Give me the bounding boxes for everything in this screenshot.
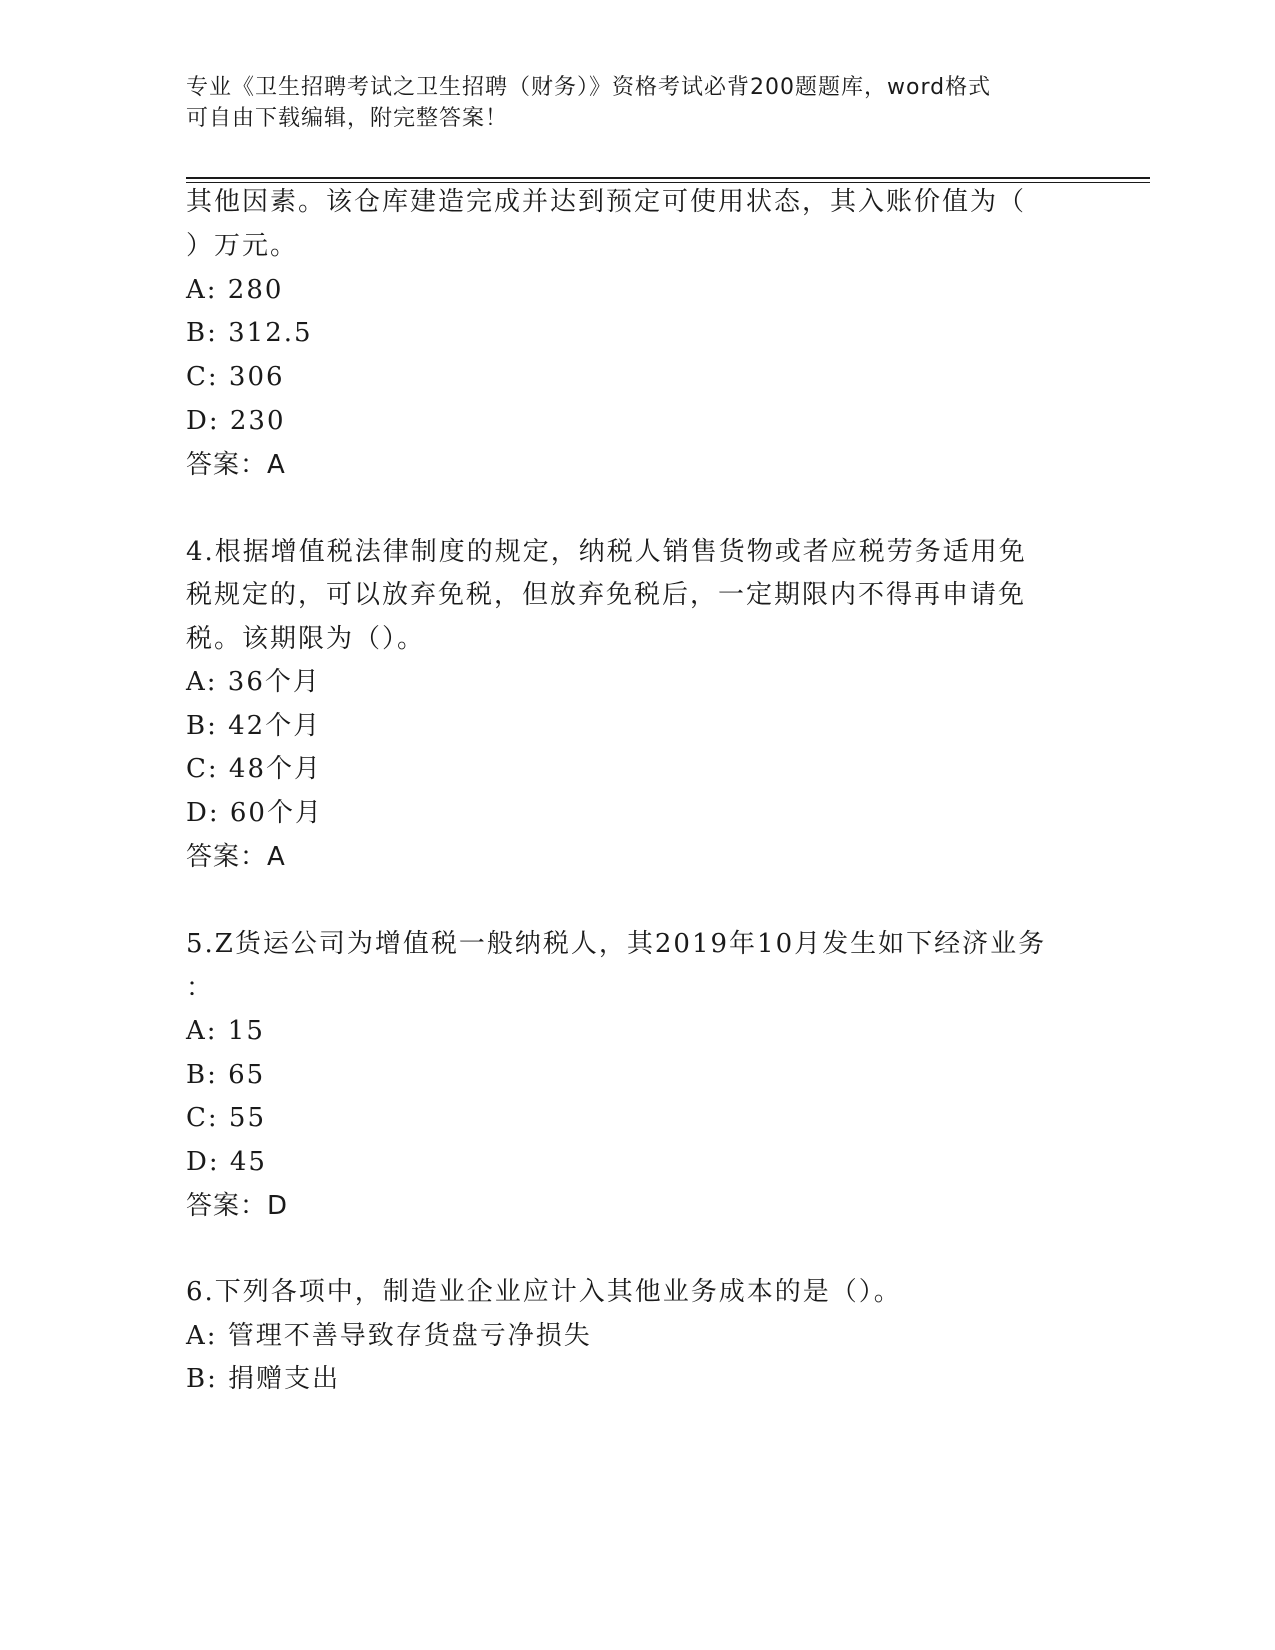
q5-option-b: B: 65 xyxy=(186,1060,266,1090)
q5-option-d: D: 45 xyxy=(186,1147,267,1177)
q4-stem-line-1: 4.根据增值税法律制度的规定，纳税人销售货物或者应税劳务适用免 xyxy=(186,537,1027,567)
q6-option-b: B: 捐赠支出 xyxy=(186,1364,341,1394)
header-divider-thin xyxy=(186,182,1150,183)
q5-answer: 答案：D xyxy=(186,1191,289,1221)
q5-stem-line-1: 5.Z货运公司为增值税一般纳税人，其2019年10月发生如下经济业务 xyxy=(186,929,1047,959)
q3-option-a: A: 280 xyxy=(186,275,284,305)
document-header xyxy=(186,72,1066,134)
q5-stem-line-2: ： xyxy=(186,973,215,1003)
q3-option-b: B: 312.5 xyxy=(186,318,313,348)
q3-stem-line-2: ）万元。 xyxy=(186,231,299,261)
q3-stem-line-1: 其他因素。该仓库建造完成并达到预定可使用状态，其入账价值为（ xyxy=(186,187,1027,217)
q3-option-c: C: 306 xyxy=(186,362,285,392)
q5-option-a: A: 15 xyxy=(186,1016,265,1046)
header-title-line-1: 专业《卫生招聘考试之卫生招聘（财务）》资格考试必背200题题库，word格式 xyxy=(186,75,992,100)
q6-stem-line-1: 6.下列各项中，制造业企业应计入其他业务成本的是（）。 xyxy=(186,1277,902,1307)
q4-stem-line-2: 税规定的，可以放弃免税，但放弃免税后，一定期限内不得再申请免 xyxy=(186,580,1027,610)
header-divider-thick xyxy=(186,177,1150,179)
q4-stem-line-3: 税。该期限为（）。 xyxy=(186,624,426,654)
q6-option-a: A: 管理不善导致存货盘亏净损失 xyxy=(186,1321,592,1351)
q4-option-a: A: 36个月 xyxy=(186,667,321,697)
q4-option-c: C: 48个月 xyxy=(186,754,323,784)
q3-option-d: D: 230 xyxy=(186,406,286,436)
q4-option-d: D: 60个月 xyxy=(186,798,323,828)
q4-answer: 答案：A xyxy=(186,842,286,872)
q5-option-c: C: 55 xyxy=(186,1103,267,1133)
header-title-line-2: 可自由下载编辑，附完整答案！ xyxy=(186,106,509,131)
q4-option-b: B: 42个月 xyxy=(186,711,322,741)
q3-answer: 答案：A xyxy=(186,450,286,480)
